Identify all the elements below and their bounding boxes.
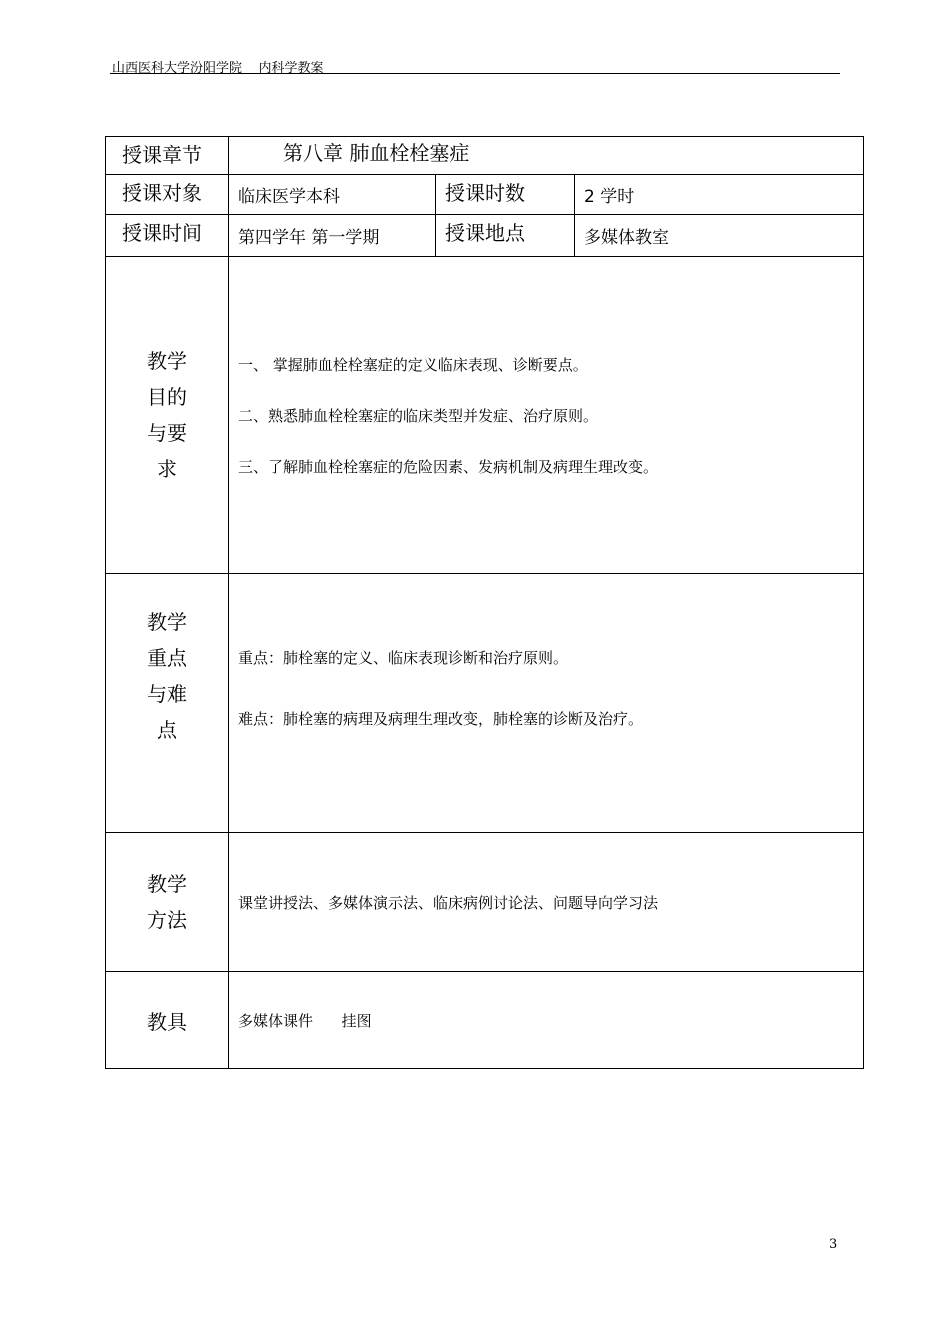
keypoints-label [106, 574, 229, 833]
audience-value: 临床医学本科 [229, 175, 436, 215]
objectives-content [229, 257, 864, 574]
chapter-title: 第八章 肺血栓栓塞症 [229, 137, 864, 175]
hours-value: 2 学时 [575, 175, 864, 215]
row-keypoints [106, 574, 864, 833]
objective-item: 二、熟悉肺血栓栓塞症的临床类型并发症、治疗原则。 [238, 406, 599, 425]
keypoints-label-line: 点 [157, 718, 177, 742]
methods-content: 课堂讲授法、多媒体演示法、临床病例讨论法、问题导向学习法 [229, 833, 864, 972]
place-label: 授课地点 [436, 215, 575, 257]
header-text: 山西医科大学汾阳学院 内科学教案 [112, 61, 324, 76]
objective-item: 三、了解肺血栓栓塞症的危险因素、发病机制及病理生理改变。 [238, 457, 659, 476]
time-label: 授课时间 [106, 215, 229, 257]
row-time [106, 215, 864, 257]
objectives-label [106, 257, 229, 574]
row-chapter [106, 137, 864, 175]
lesson-plan-table [105, 136, 864, 1069]
tools-label: 教具 [106, 972, 229, 1069]
place-value: 多媒体教室 [575, 215, 864, 257]
row-methods [106, 833, 864, 972]
hours-label: 授课时数 [436, 175, 575, 215]
objective-item: 一、 掌握肺血栓栓塞症的定义临床表现、诊断要点。 [238, 355, 588, 374]
tools-content: 多媒体课件 挂图 [229, 972, 864, 1069]
time-value: 第四学年 第一学期 [229, 215, 436, 257]
header-rule [110, 73, 840, 74]
chapter-label: 授课章节 [106, 137, 229, 175]
keypoint-item: 难点：肺栓塞的病理及病理生理改变，肺栓塞的诊断及治疗。 [238, 710, 644, 728]
methods-label [106, 833, 229, 972]
objectives-label-line: 目的 [147, 385, 187, 409]
keypoint-item: 重点：肺栓塞的定义、临床表现诊断和治疗原则。 [238, 649, 569, 667]
row-audience [106, 175, 864, 215]
audience-label: 授课对象 [106, 175, 229, 215]
keypoints-label-line: 与难 [147, 682, 187, 706]
objectives-label-line: 与要 [147, 421, 187, 445]
page-number: 3 [829, 1237, 838, 1252]
row-objectives [106, 257, 864, 574]
objectives-label-line: 教学 [147, 349, 187, 373]
objectives-label-line: 求 [157, 457, 177, 481]
row-tools [106, 972, 864, 1069]
keypoints-content [229, 574, 864, 833]
methods-label-line: 教学 [147, 872, 187, 896]
keypoints-label-line: 教学 [147, 610, 187, 634]
keypoints-label-line: 重点 [147, 646, 187, 670]
methods-label-line: 方法 [147, 908, 187, 932]
